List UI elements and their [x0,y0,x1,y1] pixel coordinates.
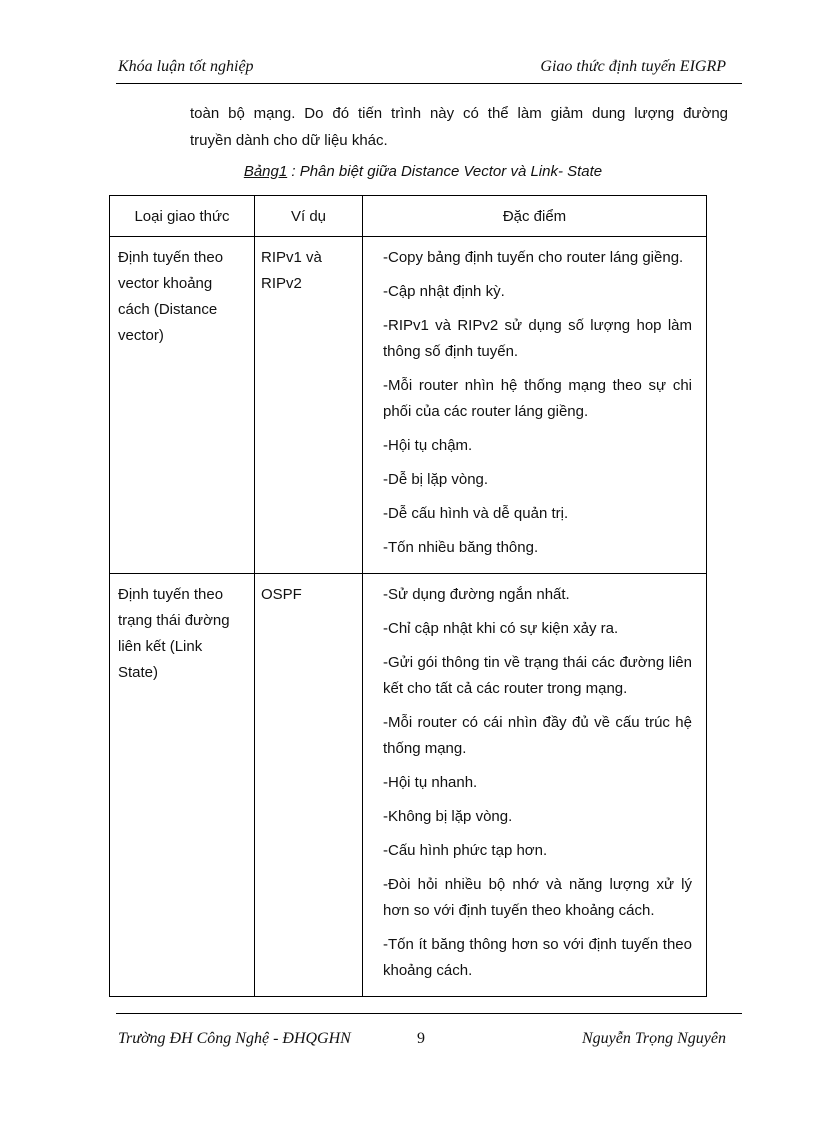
feature-item: -Sử dụng đường ngắn nhất. [383,586,570,603]
footer-author: Nguyễn Trọng Nguyên [582,1030,726,1047]
feature-item: -Dễ cấu hình và dễ quản trị. [383,505,569,522]
feature-item: -Tốn nhiều băng thông. [383,539,539,556]
feature-item: -Đòi hỏi nhiều bộ nhớ và năng lượng xử lý hơn so với định tuyến theo khoảng cách. [383,876,692,919]
header-right: Giao thức định tuyến EIGRP [540,58,726,75]
cell-example: OSPF [255,574,363,997]
table-row-link-state [110,574,707,997]
feature-item: -Gửi gói thông tin về trạng thái các đường liên kết cho tất cả các router trong mạng. [383,654,692,697]
comparison-table [109,195,707,997]
table-caption-text: : Phân biệt giữa Distance Vector và Link- State [287,163,603,180]
body-paragraph [190,100,728,154]
feature-item: -Tốn ít băng thông hơn so với định tuyến theo khoảng cách. [383,936,692,979]
cell-features [363,574,707,997]
feature-item: -Hội tụ nhanh. [383,774,478,791]
table-caption-label: Bảng1 [243,163,288,180]
feature-item: -Cập nhật định kỳ. [383,283,505,300]
page-number: 9 [417,1030,425,1047]
footer-rule [116,1013,742,1014]
table-header-row [110,196,707,237]
footer-school: Trường ĐH Công Nghệ - ĐHQGHN [118,1030,351,1047]
table-row-distance-vector [110,237,707,574]
feature-item: -Dễ bị lặp vòng. [383,471,489,488]
feature-item: -Mỗi router có cái nhìn đầy đủ về cấu trúc hệ thống mạng. [383,714,692,757]
feature-item: -Mỗi router nhìn hệ thống mạng theo sự chi phối của các router láng giềng. [383,377,692,420]
paragraph-line-2: truyền dành cho dữ liệu khác. [190,132,388,149]
header-left: Khóa luận tốt nghiệp [118,58,254,75]
cell-example: RIPv1 và RIPv2 [255,237,363,574]
header-features: Đặc điểm [363,196,707,237]
cell-type: Định tuyến theo trạng thái đường liên kết (Link State) [110,574,255,997]
header-protocol-type: Loại giao thức [110,196,255,237]
feature-item: -Không bị lặp vòng. [383,808,513,825]
table-caption [0,163,816,180]
cell-type: Định tuyến theo vector khoảng cách (Distance vector) [110,237,255,574]
feature-item: -Cấu hình phức tạp hơn. [383,842,548,859]
cell-features [363,237,707,574]
header-example: Ví dụ [255,196,363,237]
feature-item: -Hội tụ chậm. [383,437,473,454]
feature-item: -Chỉ cập nhật khi có sự kiện xảy ra. [383,620,619,637]
paragraph-line-1: toàn bộ mạng. Do đó tiến trình này có thể làm giảm dung lượng đường [190,105,728,122]
feature-item: -Copy bảng định tuyến cho router láng giềng. [383,249,684,266]
header-rule [116,83,742,84]
feature-item: -RIPv1 và RIPv2 sử dụng số lượng hop làm thông số định tuyến. [383,317,692,360]
